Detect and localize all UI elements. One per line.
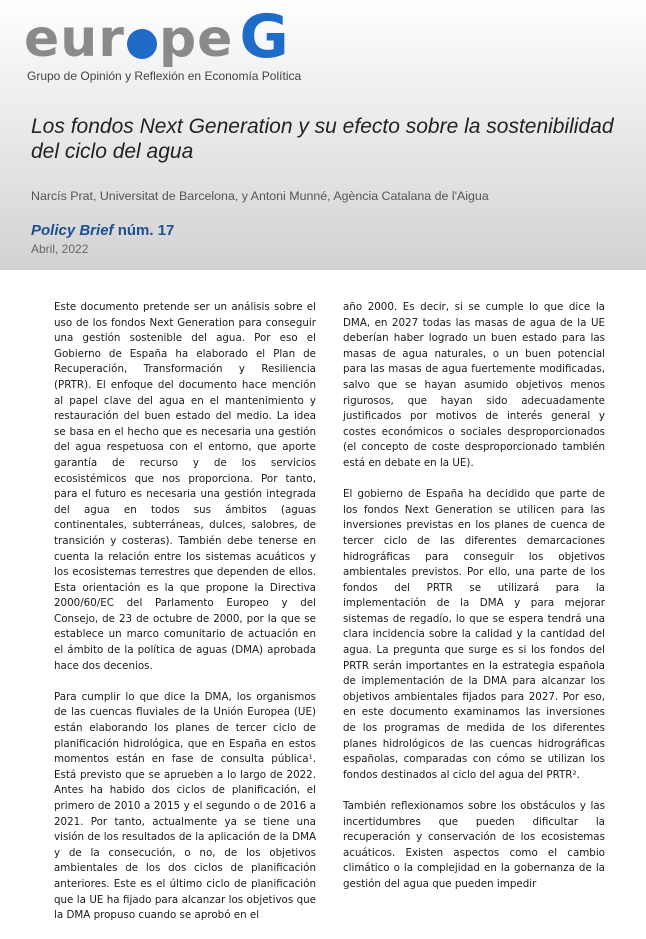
publication-date: Abril, 2022: [31, 242, 89, 256]
logo-dot-icon: [127, 29, 157, 59]
paragraph: Este documento pretende ser un análisis sobre el uso de los fondos Next Generation para conseguir una gestión sostenible del agua. Por eso el Gobierno de España ha elaborado el Plan de Recuperación, Transformación y Resiliencia (PRTR). El enfoque del documento hace mención al papel clave del agua en el mantenimiento y restauración del buen estado del medio. La idea se basa en el hecho que es necesaria una gestión del agua respetuosa con el entorno, que aporte garantía de recurso y de los servicios ecosistémicos que nos proporciona. Por tanto, para el futuro es necesaria una gestión integrada del agua en todos sus ámbitos (aguas continentales, subterráneas, dulces, salobres, de transición y costeras). También debe tenerse en cuenta la relación entre los sistemas acuáticos y los ecosistemas terrestres que dependen de ellos. Esta orientación es la que propone la Directiva 2000/60/EC del Parlamento Europeo y del Consejo, de 23 de octubre de 2000, por la que se establece un marco comunitario de actuación en el ámbito de la política de aguas (DMA) aprobada hace dos decenios.: [54, 301, 316, 672]
logo-g-letter: G: [239, 2, 289, 72]
brief-italic: Policy Brief: [31, 222, 114, 239]
europeg-logo: [24, 4, 289, 74]
policy-brief-label: [31, 222, 174, 239]
header-band: [0, 0, 646, 270]
right-column: [343, 300, 605, 908]
left-column: [54, 300, 316, 939]
paragraph: También reflexionamos sobre los obstáculos y las incertidumbres que pueden dificultar la recuperación y conservación de los ecosistemas acuáticos. Existen aspectos como el cambio climático o la complejidad en la gobernanza de la gestión del agua que pueden impedir: [343, 800, 605, 890]
paragraph: El gobierno de España ha decidido que parte de los fondos Next Generation se utilicen para las inversiones previstas en los planes de cuenca de tercer ciclo de las diferentes demarcaciones hidrográficas para conseguir los objetivos ambientales previstos. Por ello, una parte de los fondos del PRTR se utilizará para la implementación de la DMA y para mejorar sistemas de regadío, lo que se espera tendrá una clara incidencia sobre la calidad y la cantidad del agua. La pregunta que surge es si los fondos del PRTR serán importantes en la estrategia española de implementación de la DMA para alcanzar los objetivos ambientales fijados para 2027. Por eso, en este documento examinamos las inversiones de los programas de medida de los diferentes planes hidrológicos de las cuencas hidrográficas españolas, comparadas con cómo se utilizan los fondos destinados al ciclo del agua del PRTR².: [343, 488, 605, 781]
tagline: Grupo de Opinión y Reflexión en Economía Política: [27, 69, 302, 83]
brief-number: núm. 17: [113, 222, 175, 239]
logo-wordmark: eur pe: [24, 9, 234, 69]
paragraph: año 2000. Es decir, si se cumple lo que dice la DMA, en 2027 todas las masas de agua de la UE deberían haber logrado un buen estado para las masas de agua naturales, o un buen potencial para las masas de agua fuertemente modificadas, salvo que se hayan asumido objetivos menos rigurosos, que hayan sido adecuadamente justificados por motivos de interés general y costes económicos o sociales desproporcionados (el concepto de coste desproporcionado también está en debate en la UE).: [343, 301, 605, 469]
authors: Narcís Prat, Universitat de Barcelona, y Antoni Munné, Agència Catalana de l'Aigua: [31, 189, 489, 203]
paragraph: Para cumplir lo que dice la DMA, los organismos de las cuencas fluviales de la Unión Europea (UE) están elaborando los planes de tercer ciclo de planificación hidrológica, que en España en estos momentos están en fase de consulta pública¹. Está previsto que se aprueben a lo largo de 2022. Antes ha habido dos ciclos de planificación, el primero de 2010 a 2015 y el segundo o de 2016 a 2021. Por tanto, actualmente ya se tiene una visión de los resultados de la aplicación de la DMA y de la consecución, o no, de los objetivos ambientales de los dos ciclos de planificación anteriores. Este es el último ciclo de planificación que la UE ha fijado para alcanzar los objetivos que la DMA propuso cuando se aprobó en el: [54, 690, 316, 922]
document-title: Los fondos Next Generation y su efecto sobre la sostenibilidad del ciclo del agua: [31, 115, 614, 163]
